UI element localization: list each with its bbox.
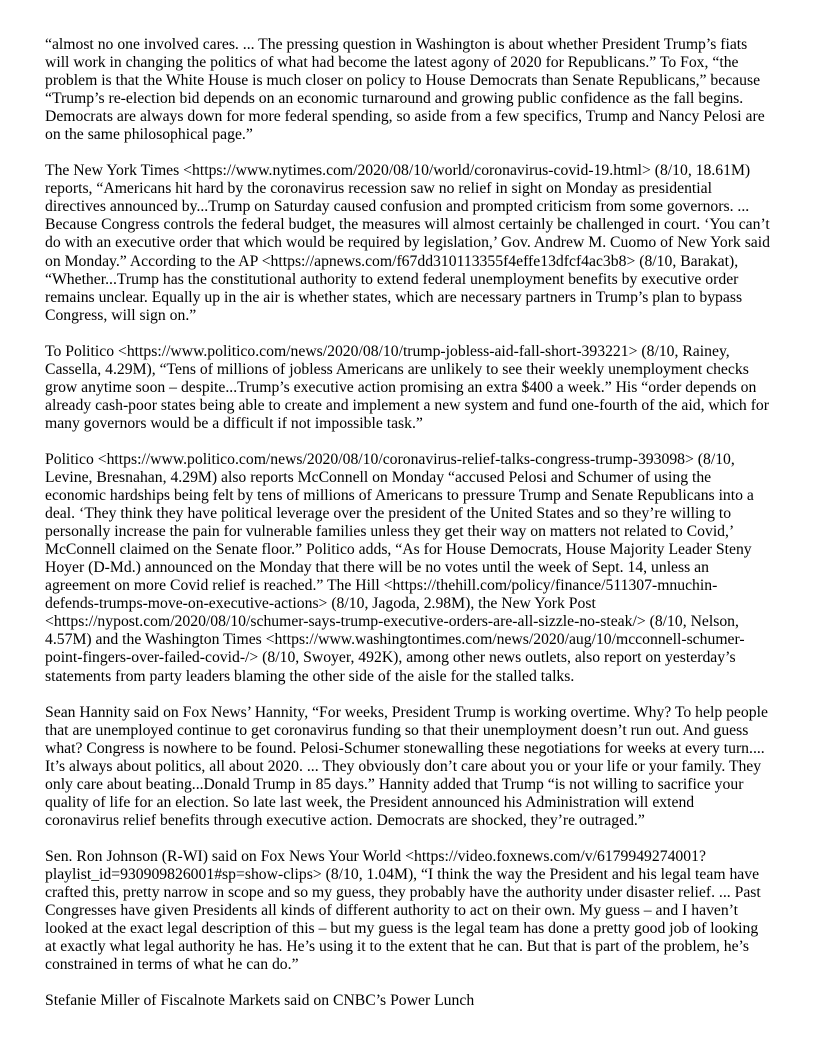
- paragraph-politico-jobless: To Politico <https://www.politico.com/news/2020/08/10/trump-jobless-aid-fall-short-393221> (8/10, Rainey, Cassella, 4.29M), “Tens of millions of jobless Americans are unlikely to see their weekly unemployment checks grow anytime soon – despite...Trump’s executive action promising an extra $400 a week.” His “order depends on already cash-poor states being able to create and implement a new system and fund one-fourth of the aid, which for many governors would be a difficult if not impossible task.”: [45, 342, 769, 432]
- paragraph-ron-johnson: Sen. Ron Johnson (R-WI) said on Fox News Your World <https://video.foxnews.com/v/6179949274001?playlist_id=930909826001#sp=show-clips> (8/10, 1.04M), “I think the way the President and his legal team have crafted this, pretty narrow in scope and so my guess, they probably have the authority under disaster relief. ... Past Congresses have given Presidents all kinds of different authority to act on their own. My guess – and I haven’t looked at the exact legal description of this – but my guess is the legal team has done a pretty good job of looking at exactly what legal authority he has. He’s using it to the extent that he can. But that is part of the problem, he’s constrained in terms of what he can do.”: [45, 847, 761, 974]
- paragraph-stefanie-miller: Stefanie Miller of Fiscalnote Markets said on CNBC’s Power Lunch: [45, 992, 475, 1010]
- document-page: [45, 36, 771, 1028]
- paragraph-nyt-ap: The New York Times <https://www.nytimes.com/2020/08/10/world/coronavirus-covid-19.html> (8/10, 18.61M) reports, “Americans hit hard by the coronavirus recession saw no relief in sight on Monday as presidential directives announced by...Trump on Saturday caused confusion and prompted criticism from some governors. ... Because Congress controls the federal budget, the measures will almost certainly be challenged in court. ‘You can’t do with an executive order that which would be required by legislation,’ Gov. Andrew M. Cuomo of New York said on Monday.” According to the AP <https://apnews.com/f67dd310113355f4effe13dfcf4ac3b8> (8/10, Barakat), “Whether...Trump has the constitutional authority to extend federal unemployment benefits by executive order remains unclear. Equally up in the air is whether states, which are necessary partners in Trump’s plan to bypass Congress, will sign on.”: [45, 162, 770, 324]
- paragraph-fox-analysis: “almost no one involved cares. ... The pressing question in Washington is about whether President Trump’s fiats will work in changing the politics of what had become the latest agony of 2020 for Republicans.” To Fox, “the problem is that the White House is much closer on policy to House Democrats than Senate Republicans,” because “Trump’s re-election bid depends on an economic turnaround and growing public confidence as the fall begins. Democrats are always down for more federal spending, so aside from a few specifics, Trump and Nancy Pelosi are on the same philosophical page.”: [45, 36, 765, 144]
- paragraph-hannity: Sean Hannity said on Fox News’ Hannity, “For weeks, President Trump is working overtime. Why? To help people that are unemployed continue to get coronavirus funding so that their unemployment doesn’t run out. And guess what? Congress is nowhere to be found. Pelosi-Schumer stonewalling these negotiations for weeks at every turn.... It’s always about politics, all about 2020. ... They obviously don’t care about you or your life or your family. They only care about beating...Donald Trump in 85 days.” Hannity added that Trump “is not willing to sacrifice your quality of life for an election. So late last week, the President announced his Administration will extend coronavirus relief benefits through executive action. Democrats are shocked, they’re outraged.”: [45, 703, 768, 829]
- paragraph-politico-mcconnell: Politico <https://www.politico.com/news/2020/08/10/coronavirus-relief-talks-congress-trump-393098> (8/10, Levine, Bresnahan, 4.29M) also reports McConnell on Monday “accused Pelosi and Schumer of using the economic hardships being felt by tens of millions of Americans to pressure Trump and Senate Republicans into a deal. ‘They think they have political leverage over the president of the United States and so they’re willing to personally increase the pain for vulnerable families unless they get their way on matters not related to Covid,’ McConnell claimed on the Senate floor.” Politico adds, “As for House Democrats, House Majority Leader Steny Hoyer (D-Md.) announced on the Monday that there will be no votes until the week of Sept. 14, unless an agreement on more Covid relief is reached.” The Hill <https://thehill.com/policy/finance/511307-mnuchin-defends-trumps-move-on-executive-actions> (8/10, Jagoda, 2.98M), the New York Post <https://nypost.com/2020/08/10/schumer-says-trump-executive-orders-are-all-sizzle-no-steak/> (8/10, Nelson, 4.57M) and the Washington Times <https://www.washingtontimes.com/news/2020/aug/10/mcconnell-schumer-point-fingers-over-failed-covid-/> (8/10, Swoyer, 492K), among other news outlets, also report on yesterday’s statements from party leaders blaming the other side of the aisle for the stalled talks.: [45, 450, 754, 685]
